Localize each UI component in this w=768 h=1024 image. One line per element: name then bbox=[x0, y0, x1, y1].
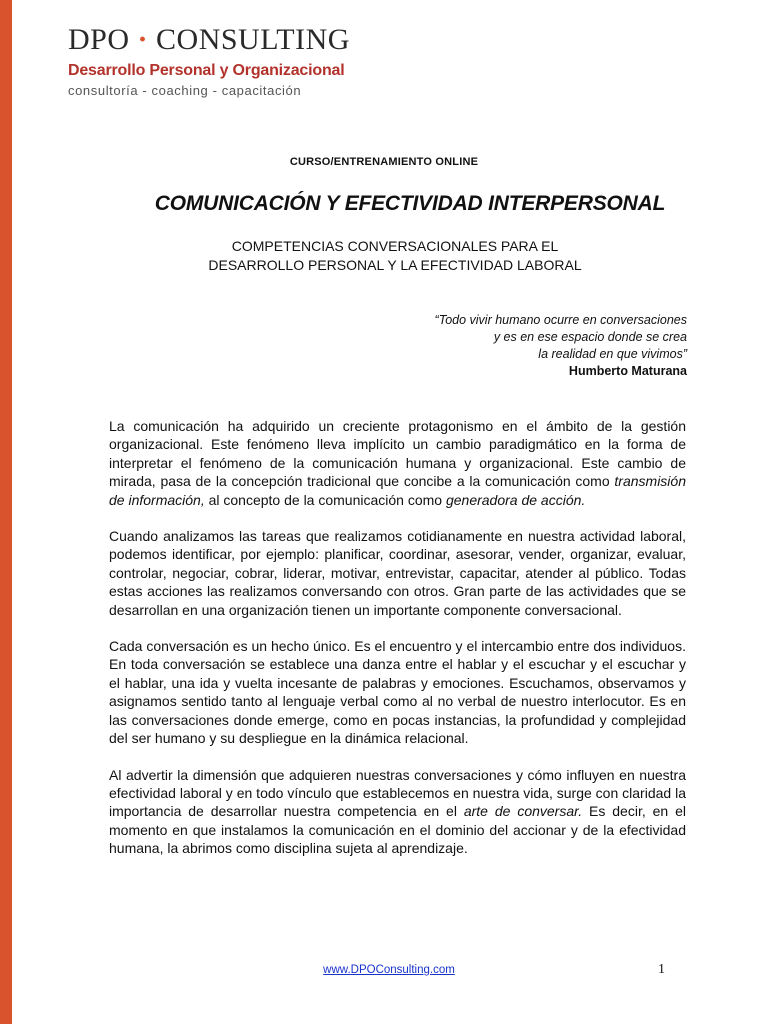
quote-author: Humberto Maturana bbox=[568, 364, 687, 378]
paragraph-1-text-a: La comunicación ha adquirido un creciente protagonismo en el ámbito de la gestión organizacional. Este fenómeno lleva implícito un cambio paradigmático en la forma de interpretar el fenómeno de la comunicación humana y organizacional. Este cambio de mirada, pasa de la concepción tradicional que concibe a la comunicación como bbox=[109, 418, 686, 490]
document-body bbox=[109, 417, 686, 876]
quote-line-2: y es en ese espacio donde se crea bbox=[493, 330, 687, 344]
subtitle-line-1: COMPETENCIAS CONVERSACIONALES PARA EL bbox=[231, 238, 559, 254]
logo-tagline: Desarrollo Personal y Organizacional bbox=[68, 62, 345, 79]
logo-wordmark bbox=[68, 23, 350, 56]
document-subtitle bbox=[0, 237, 768, 275]
logo-separator: · bbox=[137, 23, 149, 56]
logo-brand-right: CONSULTING bbox=[156, 23, 350, 56]
paragraph-4-text-b: Es decir, en el momento en que instalamos la comunicación en el dominio del accionar y de la efectividad humana, la abrimos como disciplina sujeta al aprendizaje. bbox=[109, 803, 686, 857]
website-link[interactable]: www.DPOConsulting.com bbox=[323, 964, 455, 976]
quote-line-3: la realidad en que vivimos” bbox=[538, 347, 687, 361]
paragraph-4-text-a: Al advertir la dimensión que adquieren nuestras conversaciones y cómo influyen en nuestra efectividad laboral y en todo vínculo que establecemos en nuestra vida, surge con claridad la importancia de desarrollar nuestra competencia en el bbox=[109, 766, 686, 820]
paragraph-4 bbox=[109, 766, 686, 858]
paragraph-1-emphasis-2: generadora de acción. bbox=[445, 491, 586, 508]
logo-brand-left: DPO bbox=[68, 23, 130, 56]
accent-side-bar bbox=[0, 0, 12, 1024]
paragraph-4-emphasis: arte de conversar. bbox=[463, 803, 583, 820]
paragraph-1-text-b: al concepto de la comunicación como bbox=[204, 491, 446, 508]
paragraph-2: Cuando analizamos las tareas que realizamos cotidianamente en nuestra actividad laboral, podemos identificar, por ejemplo: planificar, coordinar, asesorar, vender, organizar, evaluar, controlar, negociar, cobrar, liderar, motivar, entrevistar, capacitar, atender al público. Todas estas acciones las realizamos conversando con otros. Gran parte de las actividades que se desarrollan en una organización tienen un importante componente conversacional. bbox=[109, 528, 686, 618]
quote-line-1: “Todo vivir humano ocurre en conversaciones bbox=[434, 313, 687, 327]
course-label: CURSO/ENTRENAMIENTO ONLINE bbox=[289, 156, 479, 168]
paragraph-3: Cada conversación es un hecho único. Es el encuentro y el intercambio entre dos individuos. En toda conversación se establece una danza entre el hablar y el escuchar y el escuchar y el hablar, una ida y vuelta incesante de palabras y emociones. Escuchamos, observamos y asignamos sentido tanto al lenguaje verbal como al no verbal de nuestro interlocutor. Es en las conversaciones donde emerge, como en pocas instancias, la profundidad y complejidad del ser humano y su despliegue en la dinámica relacional. bbox=[109, 638, 686, 747]
paragraph-1 bbox=[109, 417, 686, 509]
company-logo bbox=[68, 23, 350, 98]
epigraph-quote bbox=[327, 312, 687, 380]
page-number: 1 bbox=[658, 962, 665, 977]
subtitle-line-2: DESARROLLO PERSONAL Y LA EFECTIVIDAD LABORAL bbox=[208, 257, 582, 273]
document-title: COMUNICACIÓN Y EFECTIVIDAD INTERPERSONAL bbox=[154, 192, 666, 215]
paragraph-1-emphasis-1: transmisión de información, bbox=[109, 473, 686, 508]
logo-services: consultoría - coaching - capacitación bbox=[68, 83, 302, 98]
